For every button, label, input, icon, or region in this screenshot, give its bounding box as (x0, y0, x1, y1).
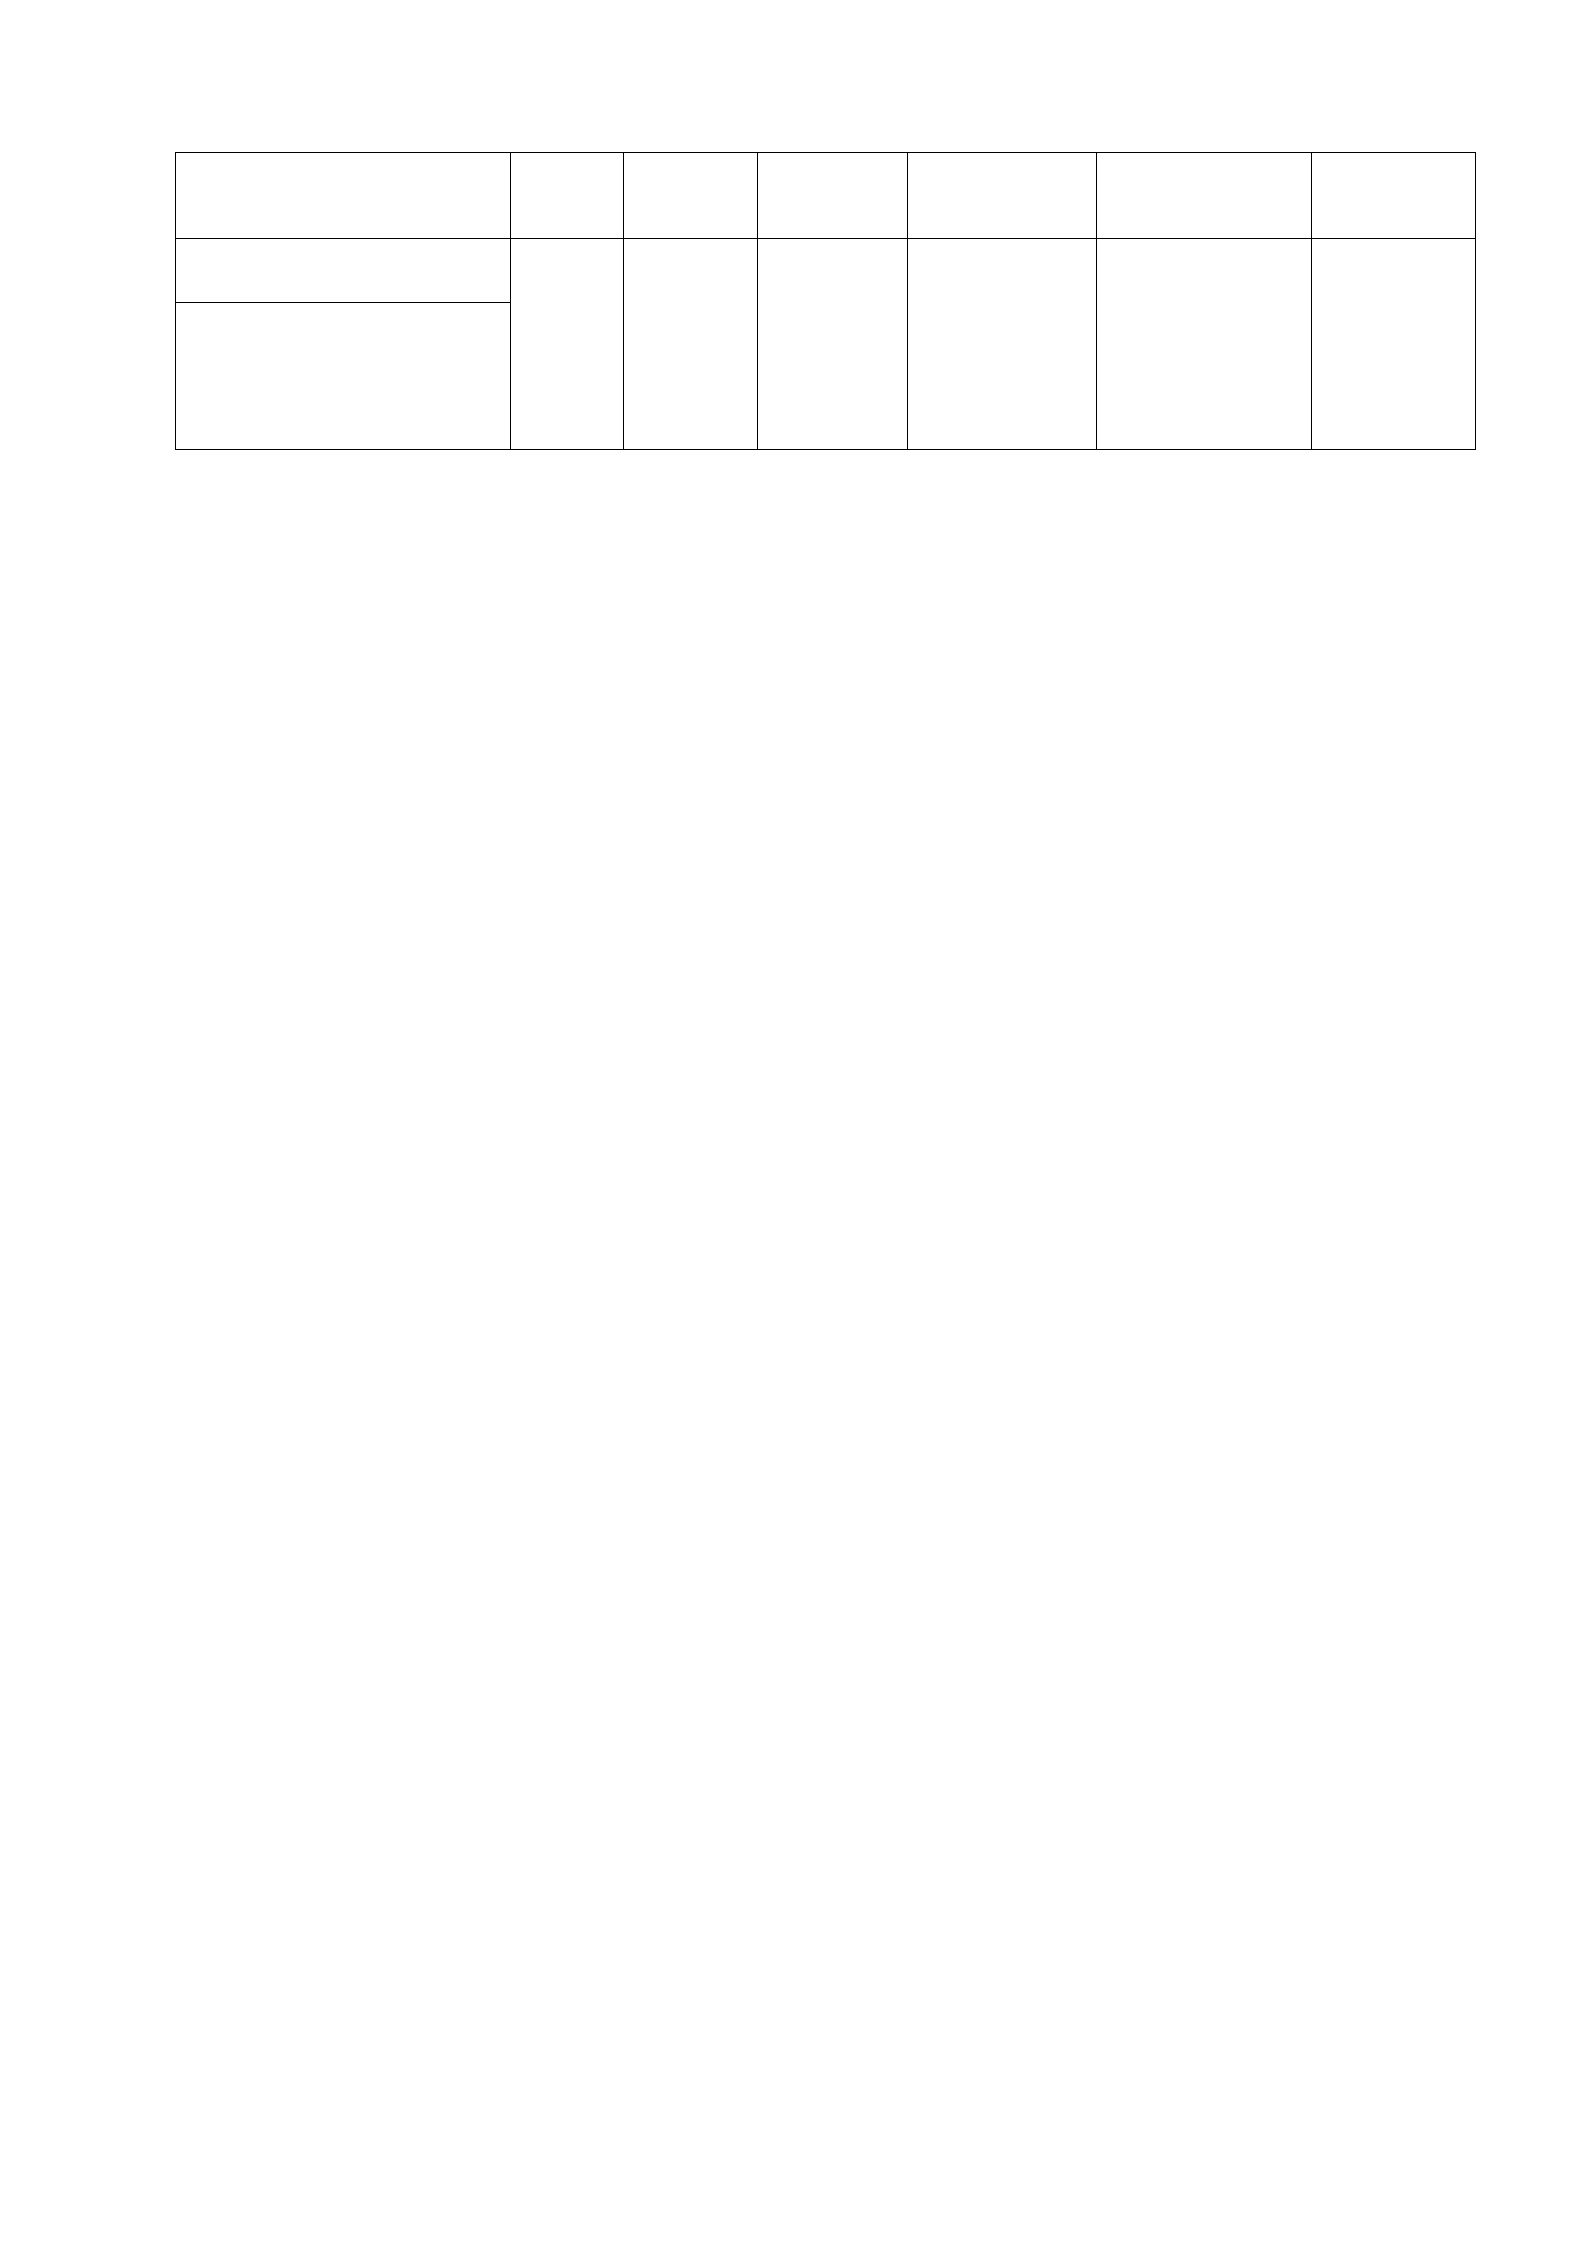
note-cell (1312, 239, 1476, 450)
retest-subjects (908, 239, 1097, 450)
empty-cell (758, 153, 908, 239)
mode-cell-empty (511, 153, 624, 239)
empty-cell (908, 153, 1097, 239)
empty-cell (1312, 153, 1476, 239)
table-body (176, 153, 1476, 450)
research-direction (176, 303, 510, 449)
additional-exam (1097, 239, 1312, 450)
group-row (176, 239, 1476, 450)
directions-cell (176, 239, 511, 450)
empty-cell (1097, 153, 1312, 239)
section-title (176, 153, 511, 239)
enrollment-table (175, 152, 1476, 450)
study-mode (511, 239, 624, 450)
section-quota (624, 153, 758, 239)
research-direction (176, 239, 510, 303)
group-quota (624, 239, 758, 450)
exam-subjects (758, 239, 908, 450)
section-header-row (176, 153, 1476, 239)
